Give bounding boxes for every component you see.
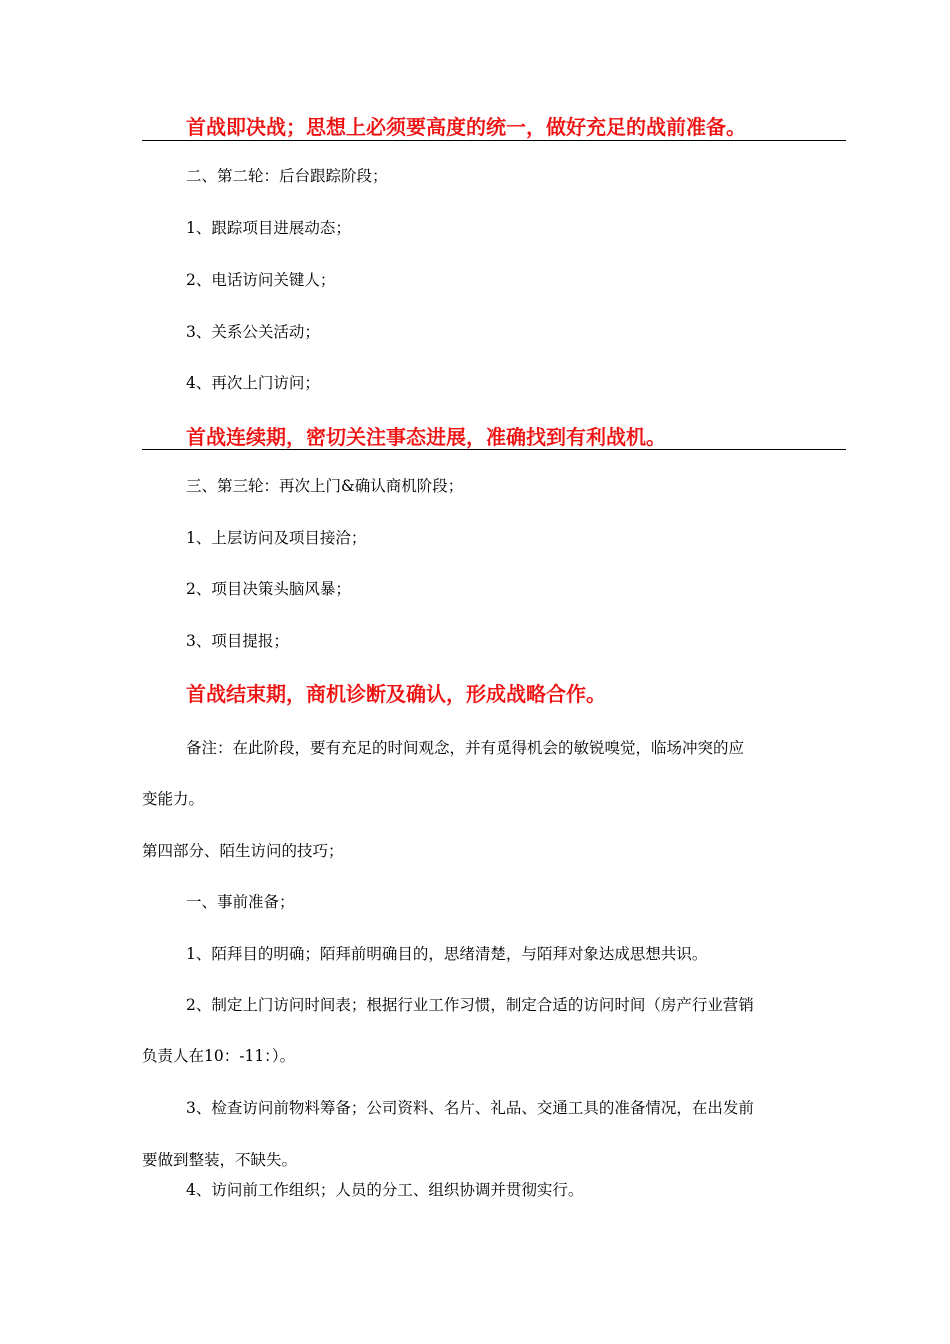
underline-rule [142,449,846,450]
list-item: 2、制定上门访问时间表；根据行业工作习惯，制定合适的访问时间（房产行业营销 [186,996,754,1014]
list-item: 1、跟踪项目进展动态； [186,219,351,237]
list-item: 1、上层访问及项目接洽； [186,529,367,547]
emphasis-line-first-battle: 首战即决战；思想上必须要高度的统一，做好充足的战前准备。 [186,115,746,139]
section-heading-round-three: 三、第三轮：再次上门&确认商机阶段； [186,477,464,495]
list-item-continuation: 负责人在10：-11：）。 [142,1047,296,1065]
emphasis-line-continuation: 首战连续期，密切关注事态进展，准确找到有利战机。 [186,425,666,449]
list-item: 4、访问前工作组织；人员的分工、组织协调并贯彻实行。 [186,1181,584,1199]
list-item: 2、电话访问关键人； [186,271,336,289]
underline-rule [142,140,846,141]
list-item: 1、陌拜目的明确；陌拜前明确目的，思绪清楚，与陌拜对象达成思想共识。 [186,945,708,963]
part-heading: 第四部分、陌生访问的技巧； [142,842,344,860]
list-item: 3、关系公关活动； [186,323,320,341]
list-item-continuation: 要做到整装，不缺失。 [142,1151,298,1169]
section-heading-round-two: 二、第二轮：后台跟踪阶段； [186,167,388,185]
note-paragraph-continuation: 变能力。 [142,790,205,808]
note-paragraph: 备注：在此阶段，要有充足的时间观念，并有觅得机会的敏锐嗅觉，临场冲突的应 [186,739,745,757]
list-item: 2、项目决策头脑风暴； [186,580,351,598]
list-item: 4、再次上门访问； [186,374,320,392]
list-item: 3、项目提报； [186,632,289,650]
section-heading-preparation: 一、事前准备； [186,893,295,911]
list-item: 3、检查访问前物料筹备；公司资料、名片、礼品、交通工具的准备情况，在出发前 [186,1099,754,1117]
emphasis-line-conclusion: 首战结束期，商机诊断及确认，形成战略合作。 [186,682,606,706]
